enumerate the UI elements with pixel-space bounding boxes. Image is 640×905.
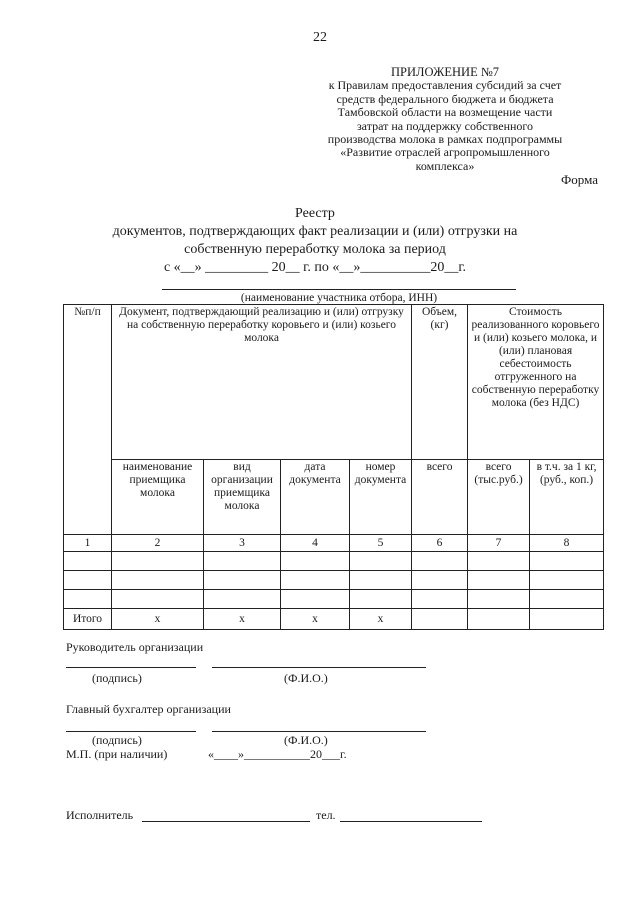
table-cell[interactable] [412, 552, 468, 571]
sign-caption: (подпись) [92, 671, 142, 685]
total-cell[interactable] [412, 609, 468, 630]
table-cell[interactable] [468, 552, 530, 571]
executor-label: Исполнитель [66, 808, 134, 822]
executor-line[interactable] [142, 821, 310, 822]
document-title [90, 205, 540, 277]
total-cell: х [281, 609, 350, 630]
column-number: 5 [350, 535, 412, 552]
appendix-line: производства молока в рамках подпрограммы [327, 132, 563, 147]
subheader-org-type: вид организации приемщика молока [204, 460, 281, 535]
participant-line[interactable] [162, 289, 516, 290]
subheader-volume-total: всего [412, 460, 468, 535]
table-cell[interactable] [204, 571, 281, 590]
table-cell[interactable] [350, 552, 412, 571]
table-cell[interactable] [64, 552, 112, 571]
subheader-doc-number: номер документа [350, 460, 412, 535]
header-cost: Стоимость реализованного коровьего и (или) козьего молока, и (или) плановая себестоимость отгруженного на собственную переработку молока (без НДС) [468, 305, 604, 460]
stamp-label: М.П. (при наличии) [66, 747, 168, 761]
subheader-cost-per-kg: в т.ч. за 1 кг, (руб., коп.) [530, 460, 604, 535]
column-number: 2 [112, 535, 204, 552]
appendix-line: комплекса» [415, 158, 475, 173]
column-number: 7 [468, 535, 530, 552]
table-cell[interactable] [468, 571, 530, 590]
header-document: Документ, подтверждающий реализацию и (или) отгрузку на собственную переработку коровьего и (или) козьего молока [112, 305, 412, 460]
sign-caption: (подпись) [92, 733, 142, 747]
total-cell[interactable] [468, 609, 530, 630]
subheader-doc-date: дата документа [281, 460, 350, 535]
appendix-line: «Развитие отраслей агропромышленного [340, 145, 550, 160]
participant-caption: (наименование участника отбора, ИНН) [240, 292, 438, 304]
table-cell[interactable] [281, 590, 350, 609]
accountant-signature-line[interactable] [66, 731, 196, 732]
appendix-line: к Правилам предоставления субсидий за счет [328, 78, 562, 93]
total-cell: х [112, 609, 204, 630]
head-fio-line[interactable] [212, 667, 426, 668]
title-line: Реестр [295, 206, 335, 221]
subheader-buyer: наименование приемщика молока [112, 460, 204, 535]
total-cell: х [204, 609, 281, 630]
header-num: №п/п [64, 305, 112, 535]
column-number: 1 [64, 535, 112, 552]
table-cell[interactable] [530, 552, 604, 571]
appendix-line: Тамбовской области на возмещение части [337, 105, 553, 120]
table-cell[interactable] [64, 571, 112, 590]
title-line: собственную переработку молока за период [184, 242, 446, 257]
column-number: 4 [281, 535, 350, 552]
period-line: с «__» _________ 20__ г. по «__»__________20__г. [163, 260, 467, 275]
total-label: Итого [64, 609, 112, 630]
form-label: Форма [561, 172, 598, 187]
page-number: 22 [313, 30, 327, 45]
table-cell[interactable] [112, 590, 204, 609]
table-row [64, 571, 604, 590]
column-number: 3 [204, 535, 281, 552]
accountant-title: Главный бухгалтер организации [66, 702, 231, 716]
table-cell[interactable] [64, 590, 112, 609]
appendix-line: средств федерального бюджета и бюджета [336, 91, 554, 106]
table-cell[interactable] [530, 571, 604, 590]
table-row [64, 552, 604, 571]
date-line[interactable]: «____»___________20___г. [208, 747, 347, 761]
header-volume: Объем, (кг) [412, 305, 468, 460]
total-cell: х [350, 609, 412, 630]
table-cell[interactable] [530, 590, 604, 609]
accountant-fio-line[interactable] [212, 731, 426, 732]
phone-line[interactable] [340, 821, 482, 822]
table-cell[interactable] [412, 590, 468, 609]
table-cell[interactable] [281, 571, 350, 590]
appendix-title: ПРИЛОЖЕНИЕ №7 [390, 65, 500, 79]
fio-caption: (Ф.И.О.) [284, 733, 328, 747]
total-row [64, 609, 604, 630]
table-cell[interactable] [112, 552, 204, 571]
phone-label: тел. [316, 808, 336, 822]
column-number: 6 [412, 535, 468, 552]
subheader-cost-total: всего (тыс.руб.) [468, 460, 530, 535]
title-line: документов, подтверждающих факт реализации и (или) отгрузки на [112, 224, 518, 239]
table-cell[interactable] [468, 590, 530, 609]
table-cell[interactable] [204, 552, 281, 571]
table-row [64, 590, 604, 609]
table-cell[interactable] [350, 590, 412, 609]
fio-caption: (Ф.И.О.) [284, 671, 328, 685]
column-number: 8 [530, 535, 604, 552]
appendix-header [300, 66, 590, 173]
appendix-line: затрат на поддержку собственного [356, 118, 534, 133]
table-cell[interactable] [204, 590, 281, 609]
total-cell[interactable] [530, 609, 604, 630]
table-cell[interactable] [112, 571, 204, 590]
head-signature-line[interactable] [66, 667, 196, 668]
table-cell[interactable] [281, 552, 350, 571]
head-title: Руководитель организации [66, 640, 204, 654]
table-cell[interactable] [350, 571, 412, 590]
table-cell[interactable] [412, 571, 468, 590]
register-table [63, 304, 604, 630]
